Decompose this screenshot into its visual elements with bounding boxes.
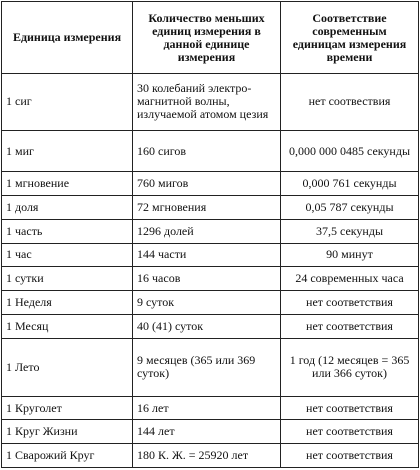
cell-unit: 1 Неделя: [2, 291, 133, 315]
time-units-table: [1, 1, 419, 468]
cell-modern: 24 современных часа: [281, 267, 419, 291]
cell-unit: 1 Круг Жизни: [2, 420, 133, 444]
table-row: [2, 314, 419, 338]
cell-smaller: 1296 долей: [133, 219, 281, 243]
cell-unit: 1 Сварожий Круг: [2, 444, 133, 468]
table-row: [2, 444, 419, 468]
cell-unit: 1 сиг: [2, 74, 133, 131]
cell-modern: 0,000 000 0485 секунды: [281, 130, 419, 171]
cell-unit: 1 час: [2, 243, 133, 267]
cell-modern: 1 год (12 месяцев = 365 или 366 суток): [281, 338, 419, 396]
table-row: [2, 291, 419, 315]
cell-smaller: 30 колебаний электро-магнитной волны, излучаемой атомом цезия: [133, 74, 281, 131]
cell-smaller: 16 часов: [133, 267, 281, 291]
table-row: [2, 243, 419, 267]
cell-smaller: 40 (41) суток: [133, 314, 281, 338]
cell-smaller: 160 сигов: [133, 130, 281, 171]
table-header-row: [2, 2, 419, 74]
table-row: [2, 338, 419, 396]
cell-smaller: 144 части: [133, 243, 281, 267]
cell-modern: нет соответствия: [281, 396, 419, 420]
table-row: [2, 74, 419, 131]
cell-smaller: 16 лет: [133, 396, 281, 420]
header-modern-equivalent: Соответствие современным единицам измерения времени: [281, 2, 419, 74]
cell-modern: нет соответствия: [281, 291, 419, 315]
cell-smaller: 180 К. Ж. = 25920 лет: [133, 444, 281, 468]
cell-unit: 1 Лето: [2, 338, 133, 396]
table-row: [2, 267, 419, 291]
cell-smaller: 9 суток: [133, 291, 281, 315]
cell-smaller: 760 мигов: [133, 172, 281, 196]
cell-modern: 0,05 787 секунды: [281, 196, 419, 220]
table-row: [2, 396, 419, 420]
table-row: [2, 420, 419, 444]
cell-unit: 1 доля: [2, 196, 133, 220]
cell-smaller: 9 месяцев (365 или 369 суток): [133, 338, 281, 396]
cell-smaller: 144 лет: [133, 420, 281, 444]
header-unit: Единица измерения: [2, 2, 133, 74]
cell-modern: 37,5 секунды: [281, 219, 419, 243]
cell-unit: 1 Месяц: [2, 314, 133, 338]
table-row: [2, 172, 419, 196]
cell-smaller: 72 мгновения: [133, 196, 281, 220]
table-row: [2, 196, 419, 220]
cell-unit: 1 часть: [2, 219, 133, 243]
cell-modern: нет соотвествия: [281, 74, 419, 131]
cell-unit: 1 сутки: [2, 267, 133, 291]
cell-modern: нет соответствия: [281, 420, 419, 444]
table-row: [2, 219, 419, 243]
table-row: [2, 130, 419, 171]
header-smaller-units: Количество меньших единиц измерения в данной единице измерения: [133, 2, 281, 74]
cell-modern: 0,000 761 секунды: [281, 172, 419, 196]
cell-unit: 1 Круголет: [2, 396, 133, 420]
cell-modern: нет соответствия: [281, 444, 419, 468]
cell-unit: 1 миг: [2, 130, 133, 171]
cell-modern: нет соответствия: [281, 314, 419, 338]
cell-unit: 1 мгновение: [2, 172, 133, 196]
cell-modern: 90 минут: [281, 243, 419, 267]
